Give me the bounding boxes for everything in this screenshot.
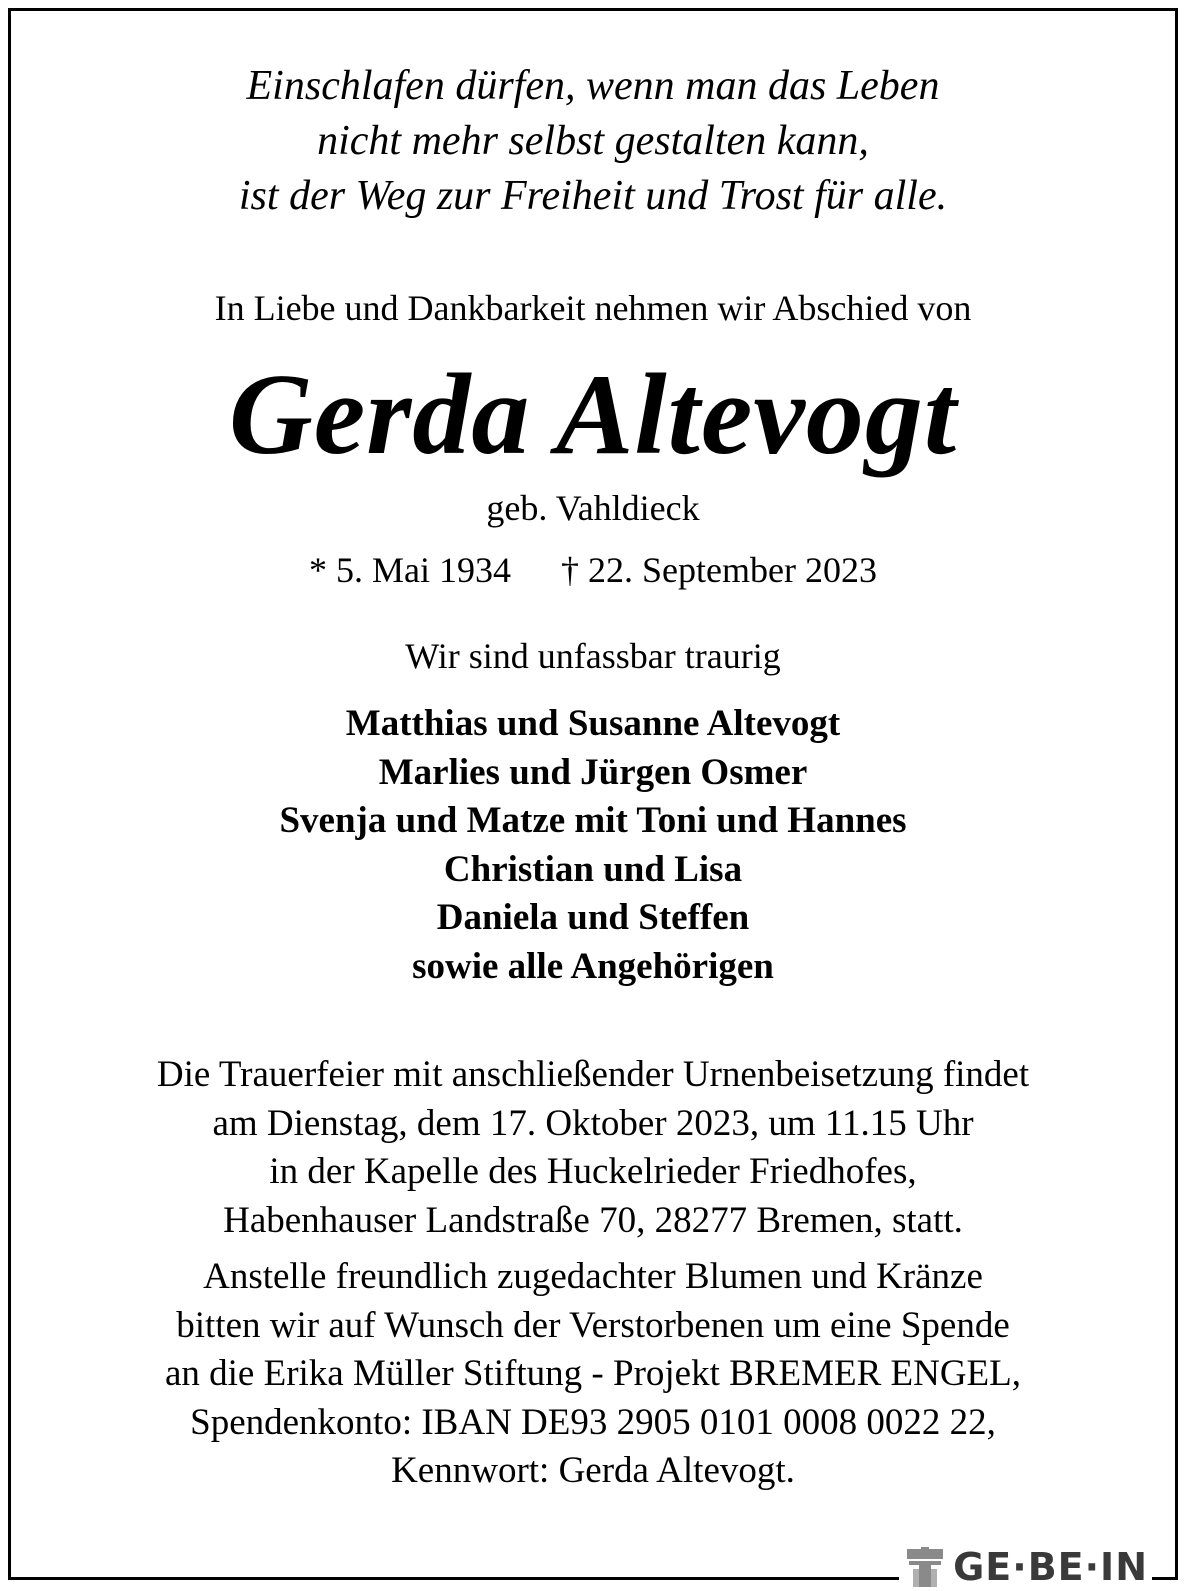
mourner-entry: Marlies und Jürgen Osmer — [378, 751, 808, 793]
life-dates — [11, 550, 1175, 590]
donation-line: bitten wir auf Wunsch der Verstorbenen um eine Spende — [176, 1304, 1010, 1346]
donation-line: an die Erika Müller Stiftung - Projekt BREMER ENGEL, — [164, 1353, 1022, 1394]
intro-text: In Liebe und Dankbarkeit nehmen wir Abschied von — [214, 288, 972, 328]
ceremony-line: in der Kapelle des Huckelrieder Friedhofes, — [269, 1151, 917, 1192]
figure-logo-icon — [903, 1547, 947, 1587]
publisher-logo — [899, 1545, 1152, 1589]
mourners-list — [11, 700, 1175, 991]
mourner-entry: Daniela und Steffen — [436, 897, 750, 938]
poem — [11, 59, 1175, 224]
ceremony-info — [11, 1051, 1175, 1245]
donation-info — [11, 1253, 1175, 1496]
logo-text: GE·BE·IN — [953, 1545, 1148, 1589]
deceased-name: Gerda Altevogt — [228, 351, 958, 479]
donation-line: Anstelle freundlich zugedachter Blumen und Kränze — [203, 1256, 983, 1297]
mourner-entry: Svenja und Matze mit Toni und Hannes — [279, 800, 907, 841]
obituary-content — [11, 11, 1175, 1496]
death-date: † 22. September 2023 — [561, 550, 877, 590]
mourning-line: Wir sind unfassbar traurig — [405, 636, 781, 676]
mourner-entry: sowie alle Angehörigen — [412, 945, 774, 987]
donation-line: Kennwort: Gerda Altevogt. — [391, 1450, 795, 1491]
poem-line: ist der Weg zur Freiheit und Trost für alle. — [238, 173, 948, 219]
poem-line: Einschlafen dürfen, wenn man das Leben — [246, 63, 940, 109]
ceremony-line: Die Trauerfeier mit anschließender Urnenbeisetzung findet — [156, 1054, 1030, 1095]
ceremony-line: am Dienstag, dem 17. Oktober 2023, um 11.15 Uhr — [212, 1102, 974, 1144]
poem-line: nicht mehr selbst gestalten kann, — [317, 118, 869, 164]
birth-name: geb. Vahldieck — [486, 488, 700, 528]
mourner-entry: Matthias und Susanne Altevogt — [345, 703, 841, 744]
ceremony-line: Habenhauser Landstraße 70, 28277 Bremen, statt. — [223, 1199, 963, 1241]
mourner-entry: Christian und Lisa — [443, 848, 743, 890]
birth-date: * 5. Mai 1934 — [309, 550, 512, 590]
donation-line: Spendenkonto: IBAN DE93 2905 0101 0008 0022 22, — [190, 1401, 996, 1443]
